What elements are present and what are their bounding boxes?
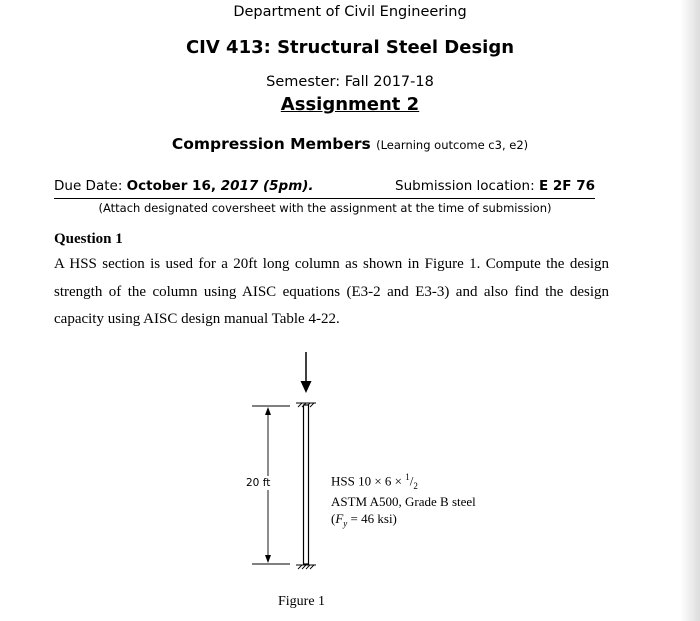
bottom-pin-support: [296, 565, 316, 569]
coversheet-note: (Attach designated coversheet with the assignment at the time of submission): [98, 201, 552, 215]
fy-symbol: F: [335, 510, 344, 526]
section-spec: [331, 469, 476, 532]
fy-subscript: y: [343, 518, 348, 529]
load-arrow: [301, 352, 312, 393]
length-label: 20 ft: [246, 477, 271, 489]
thickness-numerator: 1: [405, 472, 410, 482]
learning-outcome: (Learning outcome c3, e2): [376, 138, 529, 152]
assignment-title: Assignment 2: [280, 94, 420, 115]
location-value: E 2F 76: [538, 178, 595, 194]
location-label: Submission location:: [395, 178, 535, 194]
department-name: Department of Civil Engineering: [233, 4, 467, 20]
figure-caption: Figure 1: [278, 594, 326, 609]
material-spec: ASTM A500, Grade B steel: [331, 494, 476, 510]
column-member: [304, 405, 309, 564]
section-prefix: HSS 10 × 6 ×: [331, 473, 406, 489]
course-title: CIV 413: Structural Steel Design: [185, 37, 515, 58]
due-label: Due Date:: [54, 178, 123, 194]
question-text: A HSS section is used for a 20ft long column as shown in Figure 1. Compute the design strength of the column using AISC equations (E3-2 and E3-3) and also find the design capacity using AISC design manual Table 4-22.: [54, 256, 609, 327]
section-designation: HSS $10 \times 6 \times ^1/_2$: [331, 472, 418, 491]
thickness-denominator: 2: [413, 480, 418, 491]
semester: Semester: Fall 2017-18: [266, 74, 434, 90]
yield-strength: ($F_y = 46$ ksi): [331, 510, 397, 529]
fy-value: = 46 ksi): [347, 510, 397, 526]
due-year: 2017 (5pm).: [220, 178, 314, 194]
question-title: Question 1: [54, 231, 123, 247]
due-date-value: October 16,: [126, 178, 216, 194]
topic-title: Compression Members: [171, 135, 371, 153]
